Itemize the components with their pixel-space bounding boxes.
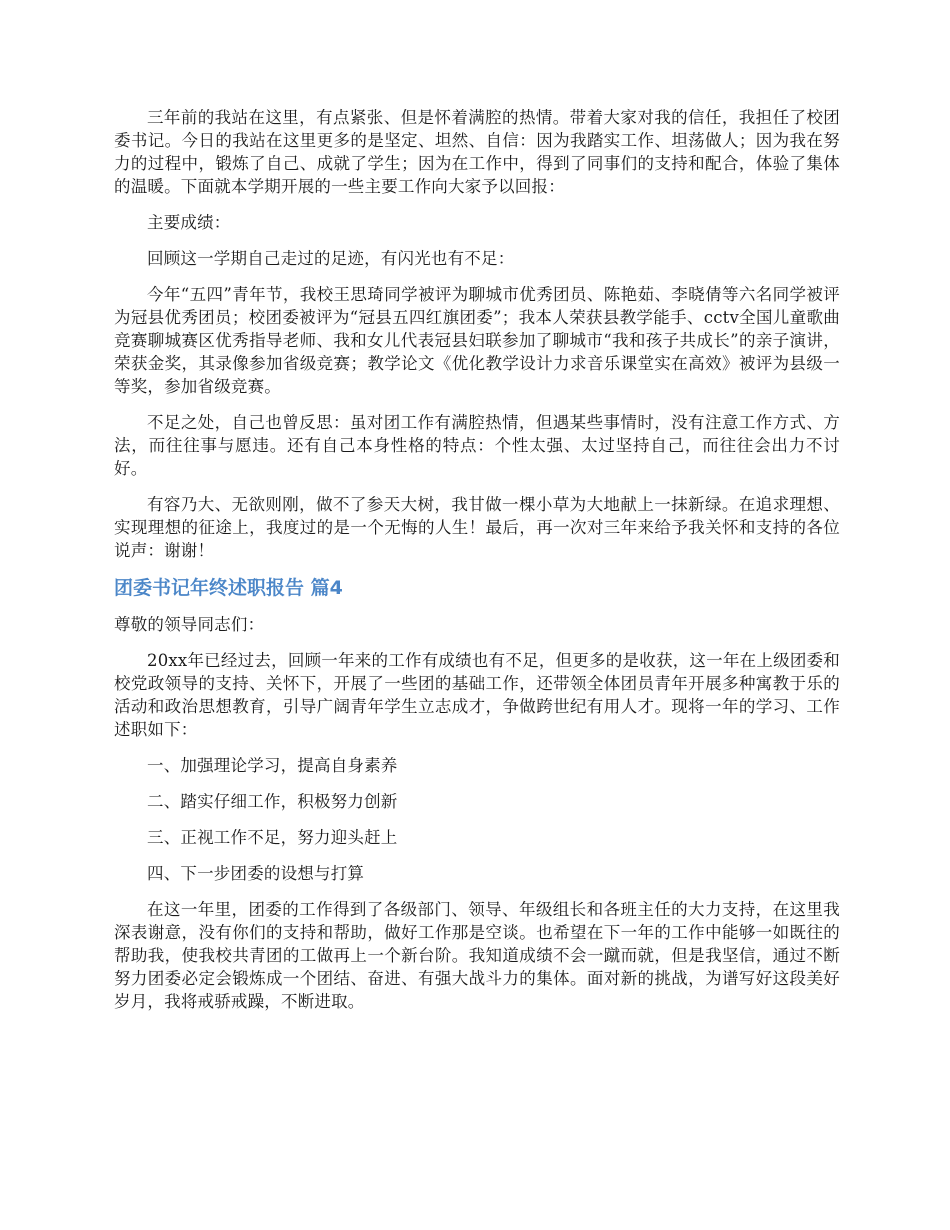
outline-item: 一、加强理论学习，提高自身素养	[147, 756, 398, 775]
body-paragraph: 20xx年已经过去，回顾一年来的工作有成绩也有不足，但更多的是收获，这一年在上级团委和校党政领导的支持、关怀下，开展了一些团的基础工作，还带领全体团员青年开展多种寓教于乐的活动和政治思想教育，引导广阔青年学生立志成才，争做跨世纪有用人才。现将一年的学习、工作述职如下：	[114, 651, 840, 739]
outline-item: 三、正视工作不足，努力迎头赶上	[147, 828, 398, 847]
body-paragraph: 有容乃大、无欲则刚，做不了参天大树，我甘做一棵小草为大地献上一抹新绿。在追求理想、实现理想的征途上，我度过的是一个无悔的人生！最后，再一次对三年来给予我关怀和支持的各位说声：谢谢！	[114, 495, 840, 560]
body-paragraph: 主要成绩：	[147, 213, 231, 232]
body-paragraph: 今年“五四”青年节，我校王思琦同学被评为聊城市优秀团员、陈艳茹、李晓倩等六名同学被评为冠县优秀团员；校团委被评为“冠县五四红旗团委”；我本人荣获县教学能手、cctv全国儿童歌曲竞赛聊城赛区优秀指导老师、我和女儿代表冠县妇联参加了聊城市“我和孩子共成长”的亲子演讲，荣获金奖，其录像参加省级竞赛；教学论文《优化教学设计力求音乐课堂实在高效》被评为县级一等奖，参加省级竞赛。	[114, 285, 840, 396]
body-paragraph: 三年前的我站在这里，有点紧张、但是怀着满腔的热情。带着大家对我的信任，我担任了校团委书记。今日的我站在这里更多的是坚定、坦然、自信：因为我踏实工作、坦荡做人；因为我在努力的过程中，锻炼了自己、成就了学生；因为在工作中，得到了同事们的支持和配合，体验了集体的温暖。下面就本学期开展的一些主要工作向大家予以回报：	[114, 108, 840, 196]
section-heading: 团委书记年终述职报告 篇4	[114, 577, 343, 599]
outline-item: 二、踏实仔细工作，积极努力创新	[147, 792, 398, 811]
document-page	[114, 106, 840, 1026]
body-paragraph: 在这一年里，团委的工作得到了各级部门、领导、年级组长和各班主任的大力支持，在这里我深表谢意，没有你们的支持和帮助，做好工作那是空谈。也希望在下一年的工作中能够一如既往的帮助我，使我校共青团的工做再上一个新台阶。我知道成绩不会一蹴而就，但是我坚信，通过不断努力团委必定会锻炼成一个团结、奋进、有强大战斗力的集体。面对新的挑战，为谱写好这段美好岁月，我将戒骄戒躁，不断进取。	[114, 900, 840, 1011]
outline-item: 四、下一步团委的设想与打算	[147, 864, 365, 883]
body-paragraph: 回顾这一学期自己走过的足迹，有闪光也有不足：	[147, 249, 515, 268]
body-paragraph: 不足之处，自己也曾反思：虽对团工作有满腔热情，但遇某些事情时，没有注意工作方式、方法，而往往事与愿违。还有自己本身性格的特点：个性太强、太过坚持自己，而往往会出力不讨好。	[114, 413, 840, 478]
salutation: 尊敬的领导同志们：	[114, 615, 265, 634]
